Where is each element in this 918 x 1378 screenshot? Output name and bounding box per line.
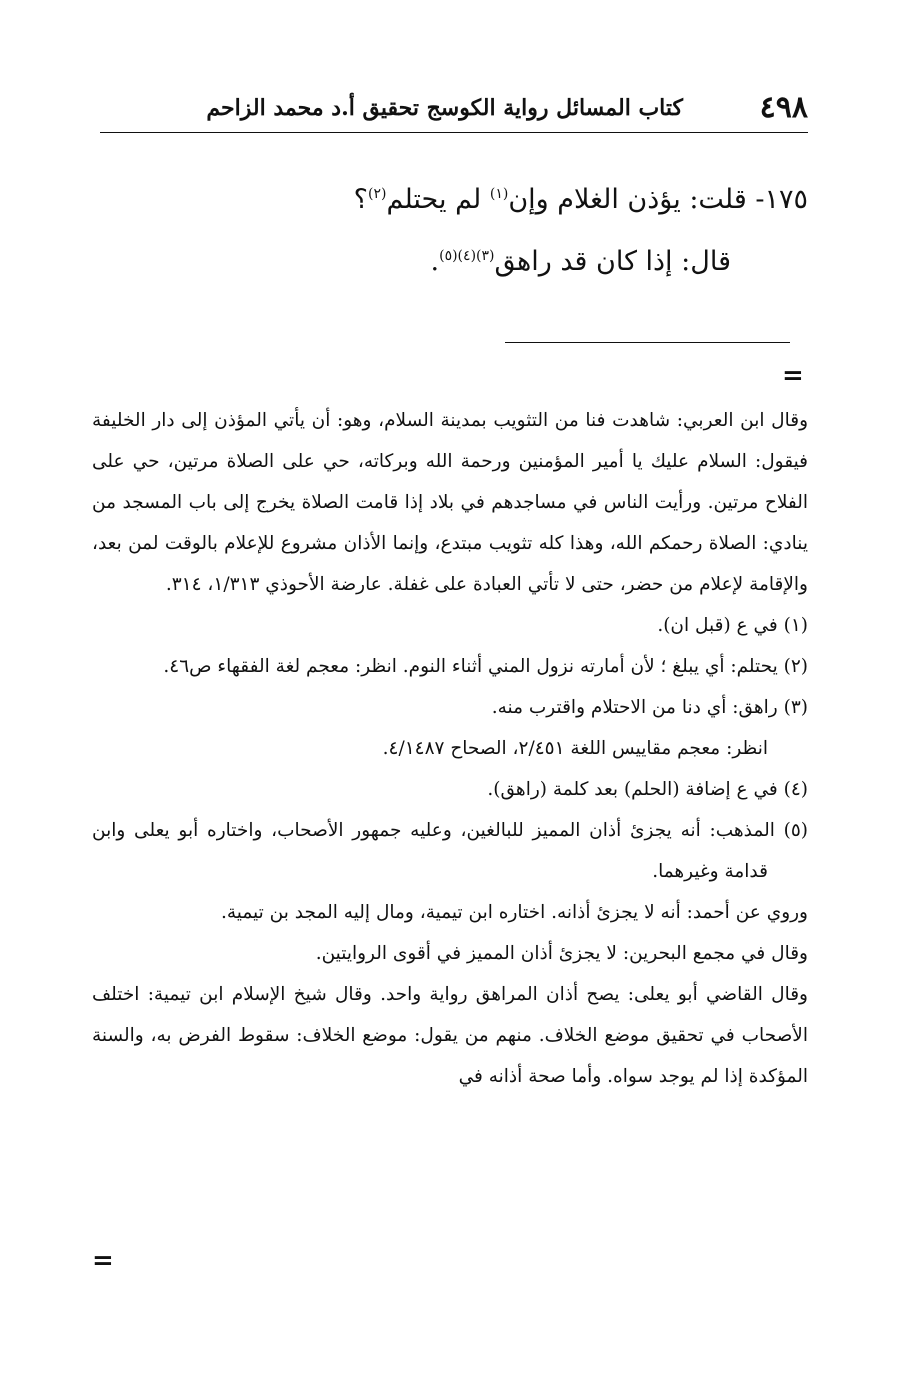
footnote-1: (١) في ع (قبل ان).: [657, 615, 808, 636]
footnotes-block: [92, 400, 808, 1097]
footnote-3-reference: انظر: معجم مقاييس اللغة ٢/٤٥١، الصحاح ٤/١٤٨٧.: [382, 738, 768, 759]
answer-end: .: [430, 246, 440, 277]
footnote-3: (٣) راهق: أي دنا من الاحتلام واقترب منه.: [491, 697, 808, 718]
answer-text: قال: إذا كان قد راهق: [494, 246, 731, 277]
footnote-continued-text: وقال ابن العربي: شاهدت فنا من التثويب بمدينة السلام، وهو: أن يأتي المؤذن إلى دار الخليفة فيقول: السلام عليك يا أمير المؤمنين ورحمة الله وبركاته، حي على الصلاة مرتين، حي على الفلاح مرتين. ورأيت الناس في مساجدهم في بلاد إذا قامت الصلاة يخرج إلى باب المسجد من ينادي: الصلاة رحمكم الله، وهذا كله تثويب مبتدع، وإنما الأذان مشروع للإعلام بالوقت لمن بعد، والإقامة لإعلام من حضر، حتى لا تأتي العبادة على غفلة. عارضة الأحوذي ١/٣١٣، ٣١٤.: [92, 410, 808, 595]
question-mid: لم يحتلم: [386, 184, 490, 215]
page-header: [100, 88, 808, 128]
footnote-ref-1[interactable]: (١): [489, 186, 509, 202]
question-end: ؟: [353, 184, 369, 215]
footnote-2: (٢) يحتلم: أي يبلغ ؛ لأن أمارته نزول المني أثناء النوم. انظر: معجم لغة الفقهاء ص٤٦.: [163, 656, 808, 677]
answer-line: [431, 240, 732, 284]
footnote-5: (٥) المذهب: أنه يجزئ أذان المميز للبالغين، وعليه جمهور الأصحاب، واختاره أبو يعلى وابن قدامة وغيرهما.: [92, 820, 808, 882]
question-line: [354, 178, 808, 222]
question-prefix: ١٧٥- قلت: يؤذن الغلام وإن: [508, 184, 808, 215]
footnote-ref-2[interactable]: (٢): [368, 186, 387, 202]
footnote-4: (٤) في ع إضافة (الحلم) بعد كلمة (راهق).: [487, 779, 808, 800]
page-number: ٤٩٨: [759, 90, 808, 125]
footnote-5-para-3: وقال في مجمع البحرين: لا يجزئ أذان المميز في أقوى الروايتين.: [315, 943, 808, 964]
continuation-mark-top: =: [782, 361, 804, 391]
footnote-refs-3-5[interactable]: (٣)(٤)(٥): [439, 248, 495, 264]
continuation-mark-bottom: =: [92, 1246, 114, 1276]
running-title: كتاب المسائل رواية الكوسج تحقيق أ.د محمد الزاحم: [206, 95, 683, 121]
footnote-5-para-4: وقال القاضي أبو يعلى: يصح أذان المراهق رواية واحد. وقال شيخ الإسلام ابن تيمية: اختلف الأصحاب في تحقيق موضع الخلاف. منهم من يقول: موضع الخلاف: سقوط الفرض به، والسنة المؤكدة إذا لم يوجد سواه. وأما صحة أذانه في: [92, 984, 808, 1087]
header-rule: [100, 132, 808, 133]
footnote-separator: [505, 342, 790, 343]
footnote-5-para-2: وروي عن أحمد: أنه لا يجزئ أذانه. اختاره ابن تيمية، ومال إليه المجد بن تيمية.: [220, 902, 808, 923]
